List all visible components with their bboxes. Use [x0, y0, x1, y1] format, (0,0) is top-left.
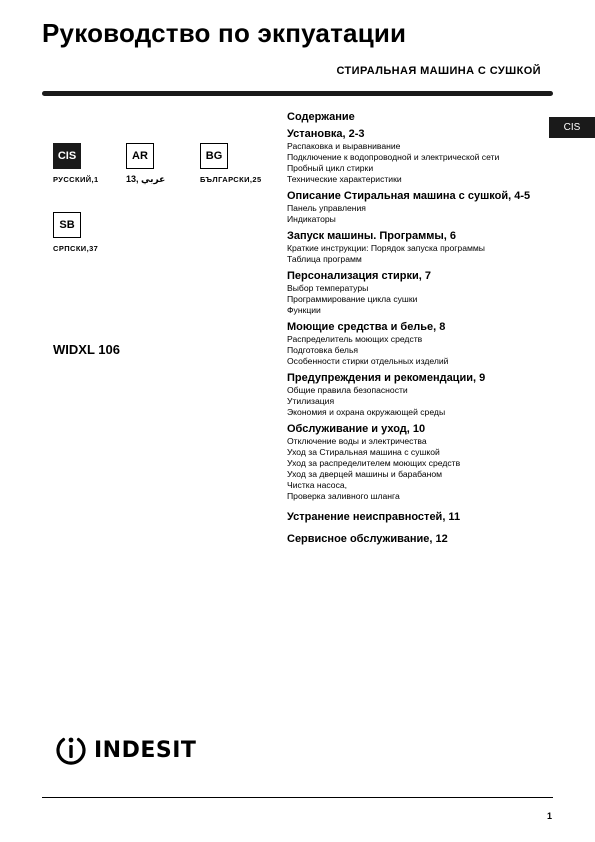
toc-item[interactable]: Отключение воды и электричества	[287, 436, 427, 446]
toc-item[interactable]: Утилизация	[287, 396, 335, 406]
toc-item[interactable]: Панель управления	[287, 203, 366, 213]
indesit-power-icon	[54, 733, 88, 767]
indesit-logo	[54, 732, 196, 768]
toc-item[interactable]: Краткие инструкции: Порядок запуска программы	[287, 243, 485, 253]
toc-item[interactable]: Распределитель моющих средств	[287, 334, 423, 344]
language-label-bg: БЪЛГАРСКИ,25	[200, 175, 262, 184]
toc-item[interactable]: Пробный цикл стирки	[287, 163, 374, 173]
toc-section	[287, 128, 552, 185]
language-label-cis: РУССКИЙ,1	[53, 175, 99, 184]
toc-sections	[287, 128, 552, 546]
toc-item[interactable]: Общие правила безопасности	[287, 385, 408, 395]
toc-item[interactable]: Таблица программ	[287, 254, 362, 264]
toc-item[interactable]: Уход за Стиральная машина с сушкой	[287, 447, 440, 457]
toc-section	[287, 190, 552, 225]
toc-section-title[interactable]: Установка, 2-3	[287, 128, 365, 140]
toc-section-title[interactable]: Устранение неисправностей, 11	[287, 511, 461, 523]
toc-item[interactable]: Функции	[287, 305, 321, 315]
toc-section	[287, 230, 552, 265]
toc-item[interactable]: Особенности стирки отдельных изделий	[287, 356, 449, 366]
toc-heading: Содержание	[287, 111, 355, 123]
toc-item[interactable]: Выбор температуры	[287, 283, 369, 293]
toc-section	[287, 533, 552, 546]
toc-section-title[interactable]: Моющие средства и белье, 8	[287, 321, 446, 333]
language-label-ar: عربي ,13	[126, 174, 166, 184]
toc-item[interactable]: Уход за распределителем моющих средств	[287, 458, 461, 468]
toc-item[interactable]: Чистка насоса,	[287, 480, 348, 490]
document-subtitle: СТИРАЛЬНАЯ МАШИНА С СУШКОЙ	[336, 65, 541, 77]
toc-item[interactable]: Индикаторы	[287, 214, 336, 224]
language-side-tab: CIS	[549, 117, 595, 138]
language-box-bg[interactable]: BG	[200, 143, 228, 169]
top-divider	[42, 91, 553, 96]
toc-section-title[interactable]: Предупреждения и рекомендации, 9	[287, 372, 486, 384]
toc-item[interactable]: Программирование цикла сушки	[287, 294, 418, 304]
toc-section-title[interactable]: Персонализация стирки, 7	[287, 270, 432, 282]
toc-section	[287, 270, 552, 316]
toc-item[interactable]: Технические характеристики	[287, 174, 402, 184]
language-box-sb[interactable]: SB	[53, 212, 81, 238]
toc-section-title[interactable]: Сервисное обслуживание, 12	[287, 533, 448, 545]
language-box-ar[interactable]: AR	[126, 143, 154, 169]
toc-section	[287, 511, 552, 524]
toc-section	[287, 423, 552, 502]
toc-section-title[interactable]: Обслуживание и уход, 10	[287, 423, 426, 435]
page-number: 1	[546, 811, 552, 821]
toc-item[interactable]: Уход за дверцей машины и барабаном	[287, 469, 443, 479]
toc-item[interactable]: Экономия и охрана окружающей среды	[287, 407, 446, 417]
model-number: WIDXL 106	[53, 342, 120, 357]
toc-section	[287, 372, 552, 418]
toc-item[interactable]: Подключение к водопроводной и электрической сети	[287, 152, 500, 162]
toc-section-title[interactable]: Запуск машины. Программы, 6	[287, 230, 457, 242]
table-of-contents	[287, 110, 552, 546]
language-label-sb: СРПСКИ,37	[53, 244, 99, 253]
toc-section	[287, 321, 552, 367]
toc-section-title[interactable]: Описание Стиральная машина с сушкой, 4-5	[287, 190, 531, 202]
language-box-cis[interactable]: CIS	[53, 143, 81, 169]
toc-item[interactable]: Подготовка белья	[287, 345, 359, 355]
bottom-divider	[42, 797, 553, 798]
document-title: Руководство по экпуатации	[42, 18, 407, 48]
brand-name: INDESIT	[94, 737, 197, 763]
toc-item[interactable]: Проверка заливного шланга	[287, 491, 400, 501]
toc-item[interactable]: Распаковка и выравнивание	[287, 141, 401, 151]
